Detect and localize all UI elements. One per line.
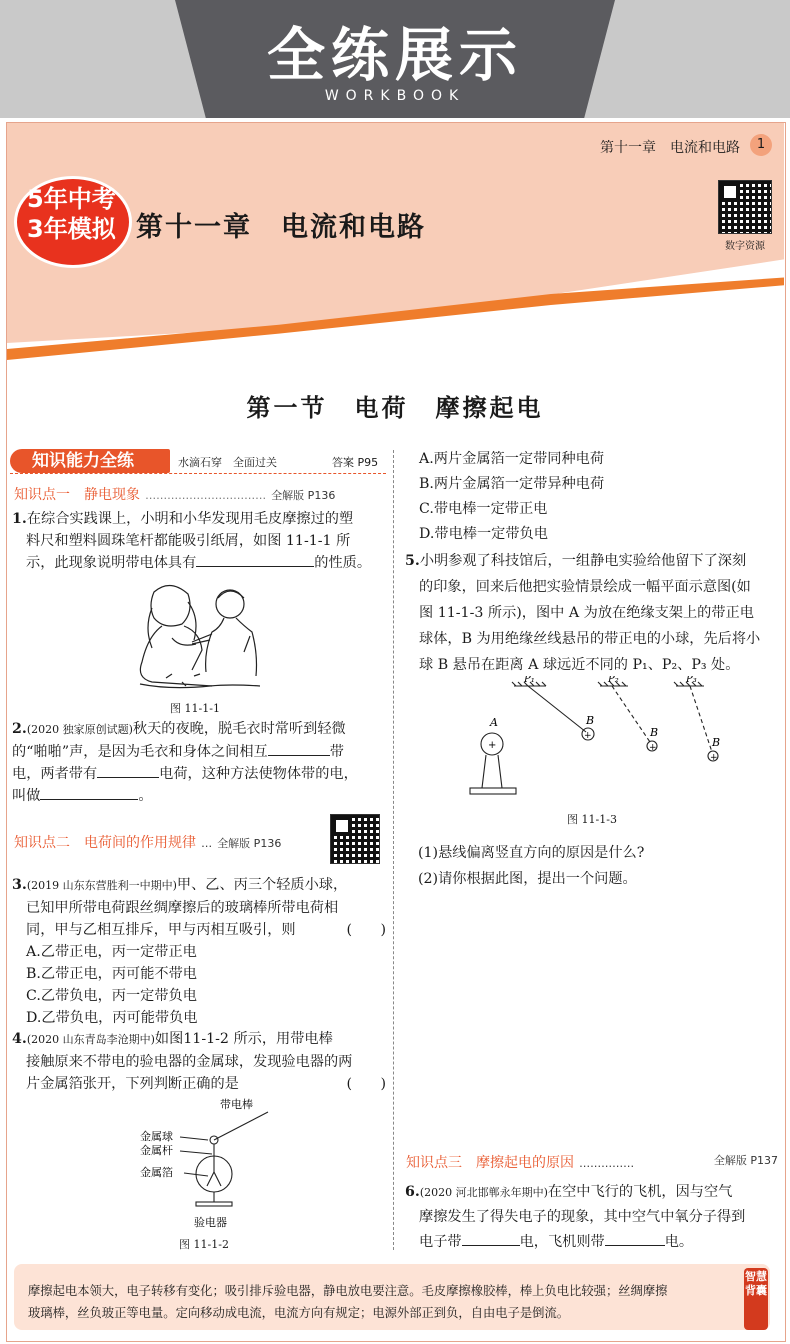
q5-line-3: 图 11-1-3 所示)，图中 A 为放在绝缘支架上的带正电 [419,605,754,621]
label-b1: B [586,714,595,727]
q5-answer-area[interactable] [418,900,778,1130]
label-b2: B [650,726,659,739]
label-p1: P₁ [524,676,535,685]
q2-line-4b: 。 [138,788,153,804]
q5-sub-2: (2)请你根据此图，提出一个问题。 [418,871,637,887]
label-metal-rod: 金属杆 [140,1144,173,1157]
label-a: A [490,716,498,729]
knowledge-point-1 [14,484,386,504]
label-charged-rod: 带电棒 [220,1098,253,1111]
option-b[interactable]: B.乙带正电，丙可能不带电 [26,966,197,982]
kp-dots: …………… [579,1157,635,1170]
q4-line-3: 片金属箔张开，下列判断正确的是 [26,1076,239,1092]
label-b3: B [712,736,721,749]
question-4-options [405,448,777,545]
kp-title: 知识点一 静电现象 [14,487,140,503]
label-metal-foil: 金属箔 [140,1166,173,1179]
mnemonic-text [28,1280,728,1324]
option-c[interactable]: C.乙带负电，丙一定带负电 [26,988,197,1004]
kp-ref: 全解版 P136 [217,837,282,850]
question-3 [12,874,386,1029]
q4-line-2: 接触原来不带电的验电器的金属球，发现验电器的两 [26,1054,353,1070]
question-6 [405,1180,779,1255]
series-logo [14,176,132,268]
question-source: (2020 山东青岛李沧期中) [26,1033,155,1046]
q3-line-1: 甲、乙、丙三个轻质小球， [176,877,348,893]
question-2 [12,718,386,807]
question-number: 3. [12,877,27,893]
answer-paren[interactable]: ( ) [346,922,386,938]
label-a-plus: + [488,740,497,751]
q5-line-1: 小明参观了科技馆后，一组静电实验给他留下了深刻 [419,553,747,569]
label-p2: P₂ [608,676,619,685]
qr-caption: 数字资源 [725,241,765,252]
label-b3-plus: + [710,753,718,763]
q5-line-5: 球 B 悬吊在距离 A 球远近不同的 P₁、P₂、P₃ 处。 [419,657,740,673]
q2-line-1: 秋天的夜晚，脱毛衣时常听到轻微 [132,721,346,737]
banner-title: 全练展示 [266,21,523,89]
q6-line-2: 摩擦发生了得失电子的现象，其中空气中氧分子得到 [419,1209,746,1225]
q6-line-3b: 电，飞机则带 [519,1234,605,1250]
qr-code-icon[interactable] [330,814,380,864]
figure-children-experiment [132,578,262,693]
q1-line-1: 在综合实践课上，小明和小华发现用毛皮摩擦过的塑 [26,511,354,527]
column-divider [393,450,394,1250]
q2-line-2b: 带 [329,744,344,760]
question-number: 2. [12,721,27,737]
label-electroscope: 验电器 [194,1216,227,1229]
banner-subtitle: WORKBOOK [324,88,466,104]
kp-dots: …………………………… [145,489,267,502]
section-title: 第一节 电荷 摩擦起电 [246,394,544,422]
option-c[interactable]: C.带电棒一定带正电 [419,501,548,517]
chapter-title: 第十一章 电流和电路 [136,212,426,243]
answer-blank[interactable] [268,741,330,756]
answer-blank[interactable] [40,785,138,800]
q1-line-3: 示，此现象说明带电体具有 [26,555,197,571]
label-b2-plus: + [649,743,657,753]
answer-blank[interactable] [605,1231,665,1246]
q1-line-2: 料尺和塑料圆珠笔杆都能吸引纸屑，如图 11-1-1 所 [26,533,351,549]
running-head: 第十一章 电流和电路 [600,140,740,156]
q6-line-3a: 电子带 [419,1234,462,1250]
knowledge-badge: 知识能力全练 [10,449,170,473]
question-1 [12,508,386,574]
answer-paren[interactable]: ( ) [346,1076,386,1092]
q3-line-2: 已知甲所带电荷跟丝绸摩擦后的玻璃棒所带电荷相 [26,900,339,916]
q2-line-4a: 叫做 [12,788,41,804]
figure-electrostatic-experiment [462,676,732,804]
q5-line-4: 球体，B 为用绝缘丝线悬吊的带正电的小球，先后将小 [419,631,761,647]
kp-dots: … [201,837,213,850]
knowledge-point-3 [406,1152,778,1172]
q3-line-3: 同，甲与乙相互排斥，甲与丙相互吸引，则 [26,922,296,938]
question-source: (2020 河北邯郸永年期中) [419,1186,548,1199]
q4-line-1: 如图11-1-2 所示，用带电棒 [154,1031,333,1047]
figure-caption-11-1-1: 图 11-1-1 [170,702,220,715]
q6-line-3c: 电。 [664,1234,694,1250]
q6-line-1: 在空中飞行的飞机，因与空气 [547,1184,733,1200]
answer-blank[interactable] [196,552,314,567]
question-4 [12,1028,386,1095]
question-number: 5. [405,553,420,569]
q1-tail: 的性质。 [314,555,372,571]
answer-blank[interactable] [97,763,159,778]
label-metal-ball: 金属球 [140,1130,173,1143]
mnemonic-line-1: 摩擦起电本领大，电子转移有变化；吸引排斥验电器，静电放电要注意。毛皮摩擦橡胶棒，棒上负电比较强；丝绸摩擦 [28,1284,668,1298]
knowledge-motto: 水滴石穿 全面过关 [178,456,277,469]
option-a[interactable]: A.乙带正电，丙一定带正电 [26,944,197,960]
kp-ref: 全解版 P137 [713,1154,778,1167]
page-number: 1 [750,134,772,156]
option-d[interactable]: D.带电棒一定带负电 [419,526,548,542]
question-number: 6. [405,1184,420,1200]
q5-line-2: 的印象，回来后他把实验情景绘成一幅平面示意图(如 [419,579,751,595]
wisdom-tag: 智慧背囊 [744,1268,768,1330]
logo-line-2: 3年模拟 [27,215,116,243]
question-number: 4. [12,1031,27,1047]
figure-caption-11-1-2: 图 11-1-2 [179,1238,229,1251]
question-source: (2020 独家原创试题) [26,723,133,736]
knowledge-point-2 [14,832,334,852]
question-5 [405,548,779,678]
q5-sub-1: (1)悬线偏离竖直方向的原因是什么? [418,845,645,861]
kp-title: 知识点三 摩擦起电的原因 [406,1155,574,1171]
option-a[interactable]: A.两片金属箔一定带同种电荷 [419,451,605,467]
question-number: 1. [12,511,27,527]
figure-electroscope [136,1094,296,1244]
q2-line-3b: 电荷，这种方法使物体带的电， [159,766,358,782]
label-p3: P₃ [686,676,697,685]
answer-reference: 答案 P95 [332,456,379,469]
question-source: (2019 山东东营胜利一中期中) [26,879,177,892]
label-b1-plus: + [584,731,592,741]
q2-line-3a: 电，两者带有 [12,766,98,782]
figure-caption-11-1-3: 图 11-1-3 [567,813,617,826]
answer-blank[interactable] [462,1231,520,1246]
kp-ref: 全解版 P136 [271,489,336,502]
mnemonic-line-2: 玻璃棒，丝负玻正等电量。定向移动成电流，电流方向有规定；电源外部正到负，自由电子是倒流。 [28,1306,570,1320]
q2-line-2a: 的“啪啪”声，是因为毛衣和身体之间相互 [12,744,268,760]
qr-code-icon[interactable] [718,180,772,234]
option-b[interactable]: B.两片金属箔一定带异种电荷 [419,476,605,492]
logo-line-1: 5年中考 [27,185,116,213]
question-5-subquestions [418,840,778,892]
option-d[interactable]: D.乙带负电，丙可能带负电 [26,1010,198,1026]
kp-title: 知识点二 电荷间的作用规律 [14,835,196,851]
